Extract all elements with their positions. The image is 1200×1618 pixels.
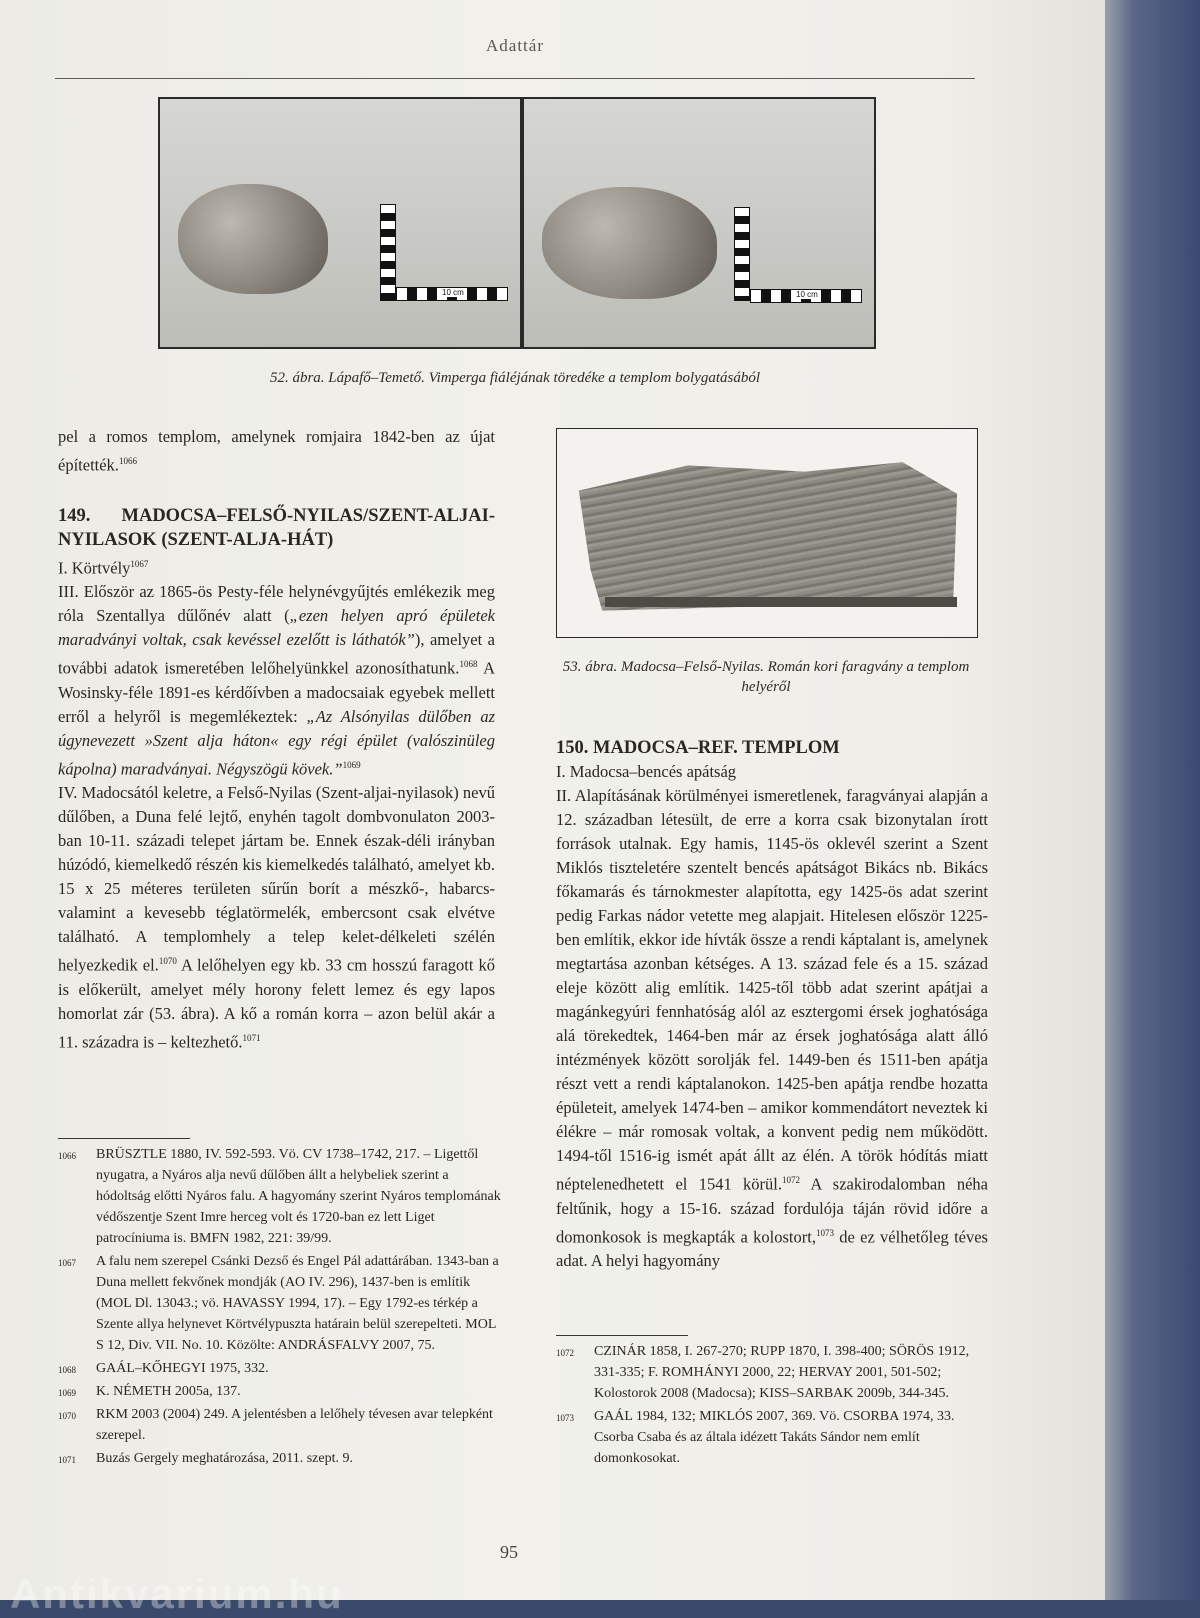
book-edge: [1105, 0, 1200, 1600]
footnote-1071: [58, 1448, 503, 1469]
entry-iii-text: III. Először az 1865-ös Pesty-féle helynévgyűjtés emlékezik meg róla Szentallya dűlőnév alatt (: [58, 582, 495, 625]
entry-ii: [556, 784, 988, 1273]
running-header: Adattár: [486, 36, 544, 55]
watermark: Antikvarium.hu: [10, 1570, 344, 1617]
right-footnotes: [556, 1341, 990, 1471]
carved-stone: [571, 459, 961, 617]
footnote-text: GAÁL–KŐHEGYI 1975, 332.: [96, 1361, 269, 1376]
footnote-number: 1071: [58, 1455, 76, 1465]
intro-paragraph: [58, 425, 495, 478]
scale-label: 10 cm: [796, 290, 818, 299]
right-footnote-rule: [556, 1335, 688, 1336]
footnote-text: CZINÁR 1858, I. 267-270; RUPP 1870, I. 398-400; SÖRÖS 1912, 331-335; F. ROMHÁNYI 2000, 22; HERVAY 2001, 501-502; Kolostorok 2008 (Madocsa); KISS–SARBAK 2009b, 344-345.: [594, 1344, 970, 1401]
scale-label: 10 cm: [442, 288, 464, 297]
entry-i-text: I. Körtvély: [58, 558, 131, 577]
footnote-text: GAÁL 1984, 132; MIKLÓS 2007, 369. Vö. CSORBA 1974, 33. Csorba Csaba és az általa idézett Takáts Sándor nem említ domonkosokat.: [594, 1409, 955, 1466]
section-heading-149: 149. MADOCSA–FELSŐ-NYILAS/SZENT-ALJAI-NYILASOK (SZENT-ALJA-HÁT): [58, 505, 495, 550]
footnote-text: BRÜSZTLE 1880, IV. 592-593. Vö. CV 1738–1742, 217. – Ligettől nyugatra, a Nyáros alja nevű dűlőben állt a helybeliek szerint a hódoltság előtti Nyáros falu. A hagyomány szerint Nyáros templomának védőszentje Szent Imre herceg volt és 1720-ban ez lett Liget patrocíniuma is. BMFN 1982, 221: 39/99.: [96, 1147, 501, 1246]
stone-fragment-left: [178, 184, 328, 294]
figure-53-caption: 53. ábra. Madocsa–Felső-Nyilas. Román kori faragvány a templom helyéről: [562, 659, 970, 695]
footnote-ref: 1072: [782, 1175, 800, 1185]
footnote-text: Buzás Gergely meghatározása, 2011. szept. 9.: [96, 1451, 353, 1466]
scale-bar-vertical: [734, 207, 750, 301]
entry-iii-quote-2: „Az Alsónyilas dülőben az úgynevezett »Szent alja háton« egy régi épület (valószinüleg kápolna) maradványai. Négyszögü kövek.”: [58, 706, 495, 778]
footnote-ref: 1068: [459, 659, 478, 669]
entry-ii-text-3: de ez vélhetőleg téves adat. A helyi hagyomány: [556, 1227, 988, 1270]
section-heading-150: 150. MADOCSA–REF. TEMPLOM: [556, 738, 840, 758]
footnote-ref: 1071: [242, 1032, 261, 1043]
entry-iii: [58, 580, 495, 781]
footnote-text: A falu nem szerepel Csánki Dezső és Engel Pál adattárában. 1343-ban a Duna mellett fekvőnek mondják (AO IV. 296), 1437-ben is említik (MOL Dl. 13043.; vö. HAVASSY 1994, 17). – Egy 1792-es térkép a Szente allya helynevet Körtvélypuszta határain belül szerepelteti. MOL S 12, Div. VII. No. 10. Közölte: ANDRÁSFALVY 2007, 75.: [96, 1254, 499, 1353]
entry-iii-text-2: ), amelyet a további adatok ismeretében lelőhelyünkkel azonosíthatunk.: [58, 630, 495, 678]
footnote-ref: 1066: [118, 456, 137, 466]
footnote-1073: [556, 1406, 990, 1469]
entry-iii-text-3: A Wosinsky-féle 1891-es kérdőívben a madocsaiak egyebek mellett erről a helyről is megemlékeztek:: [58, 658, 495, 726]
left-footnote-rule: [58, 1138, 190, 1139]
footnote-number: 1073: [556, 1413, 574, 1423]
footnote-1070: [58, 1404, 503, 1446]
figure-53: [556, 428, 978, 638]
footnote-number: 1067: [58, 1258, 76, 1268]
figure-52: [158, 97, 876, 349]
footnote-ref: 1069: [342, 759, 361, 770]
footnote-number: 1072: [556, 1348, 574, 1358]
footnote-text: RKM 2003 (2004) 249. A jelentésben a lelőhely tévesen avar telepként szerepel.: [96, 1407, 493, 1443]
footnote-1072: [556, 1341, 990, 1404]
footnote-ref: 1073: [815, 1227, 834, 1238]
entry-i: I. Madocsa–bencés apátság: [556, 762, 737, 781]
left-footnotes: [58, 1144, 503, 1471]
footnote-ref: 1067: [130, 558, 149, 569]
footnote-number: 1070: [58, 1411, 76, 1421]
footnote-ref: 1070: [158, 956, 177, 966]
intro-text: pel a romos templom, amelynek romjaira 1842-ben az újat építették.: [58, 427, 495, 475]
footnote-1067: [58, 1251, 503, 1356]
scale-bar-vertical: [380, 204, 396, 301]
entry-iv: [58, 781, 495, 1054]
entry-iii-quote: „ezen helyen apró épületek maradványi voltak, csak kevéssel ezelőtt is láthatók”: [58, 606, 495, 649]
figure-52-caption: 52. ábra. Lápafő–Temető. Vimperga fiáléjának töredéke a templom bolygatásából: [269, 370, 761, 386]
entry-ii-text: II. Alapításának körülményei ismeretlenek, faragványai alapján a 12. században létesült, de erre a korra csak bizonytalan írott források utalnak. Egy hamis, 1145-ös oklevél szerint a Szent Miklós tiszteletére szentelt bencés apátságot Bikács nb. Bikács főkamarás és tárnokmester alapította, egy 1425-ös adat szerint pedig Farkas nádor vetette meg alapjait. Hitelesen először 1225-ben említik, ekkor ide hívták össze a rendi káptalant is, amelynek megtartása azonban kétséges. A 13. század fele és a 15. század eleje között alig említik. 1425-től több adat szerint apátjai a magánkegyúri fennhatóság alól az esztergomi érsek joghatósága alá törekedtek, 1464-ben már az érsek joghatósága alatt álló intézmények között sorolják fel. 1449-ben és 1511-ben apátja részt vett a rendi káptalanokon. 1425-ben apátja rendbe hozatta épületeit, amelyek 1474-ben – amikor kommendátort neveztek ki élékre – már romosak voltak, a konvent pedig nem működött. 1494-től 1516-ig ismét apát állt az élén. A török hódítás miatt néptelenedhetett el 1541 körül.: [556, 786, 988, 1194]
entry-iv-text-2: A lelőhelyen egy kb. 33 cm hosszú faragott kő is előkerült, amelyet mély horony felett lemez és egy lapos homorlat zár (53. ábra). A kő a román korra – azon belül akár a 11. századra is – keltezhető.: [58, 955, 495, 1051]
stone-fragment-right: [542, 187, 717, 299]
footnote-1069: [58, 1381, 503, 1402]
figure-52-photo-right: [524, 99, 874, 347]
entry-i: [58, 552, 495, 581]
footnote-number: 1066: [58, 1151, 76, 1161]
entry-iv-text: IV. Madocsától keletre, a Felső-Nyilas (Szent-aljai-nyilasok) nevű dűlőben, a Duna felé lejtő, enyhén tagolt dombvonulaton 2003-ban 10-11. századi telepet jártam be. Ennek észak-déli irányban húzódó, kiemelkedő részén kis kiemelkedés található, amelyet kb. 15 x 25 méteres területen sűrűn borít a mészkő-, habarcs- valamint a kevesebb téglatörmelék, embercsont csak elvétve található. A templomhely a telep kelet-délkeleti szélén helyezkedik el.: [58, 783, 495, 975]
footnote-number: 1068: [58, 1365, 76, 1375]
footnote-1066: [58, 1144, 503, 1249]
header-rule: [55, 78, 975, 79]
footnote-number: 1069: [58, 1388, 76, 1398]
footnote-1068: [58, 1358, 503, 1379]
left-column: [58, 425, 495, 1054]
entry-ii-text-2: A szakirodalomban néha feltűnik, hogy a 15-16. század fordulója táján rövid időre a domonkosok is megkapták a kolostort,: [556, 1174, 988, 1246]
carved-stone-groove: [605, 597, 957, 607]
page-number: 95: [500, 1542, 518, 1562]
footnote-text: K. NÉMETH 2005a, 137.: [96, 1384, 241, 1399]
right-column: [556, 736, 988, 1273]
figure-52-photo-left: [160, 99, 520, 347]
